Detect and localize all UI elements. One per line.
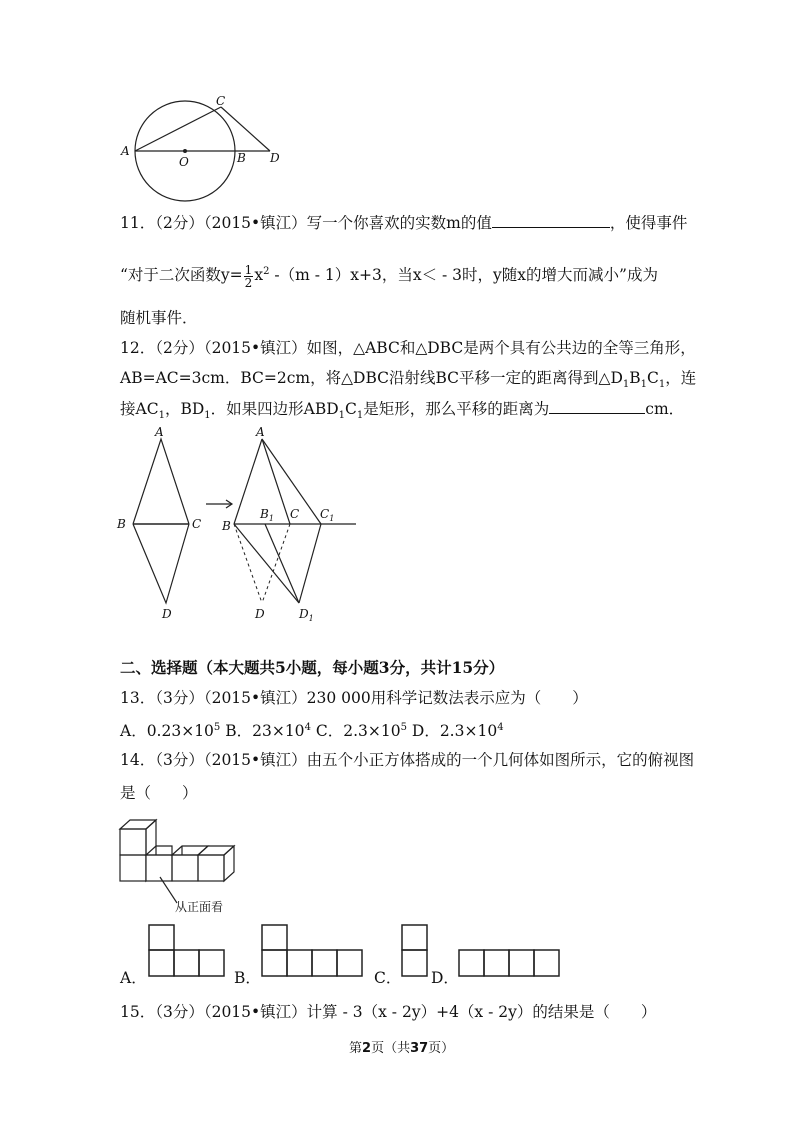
- footer-text-a: 第: [349, 1041, 363, 1056]
- q14-option-c-figure[interactable]: [401, 924, 431, 980]
- page-footer: [349, 1037, 454, 1056]
- fig12-label-b2: B: [222, 519, 231, 533]
- seg-bd1: [234, 524, 299, 603]
- q11-sup: 2: [263, 266, 270, 277]
- q12-text-h: C: [345, 400, 357, 418]
- fig12-label-d: D: [162, 607, 172, 621]
- q13-option-c[interactable]: [311, 722, 407, 740]
- fig12-label-c: C: [192, 517, 202, 531]
- q11-number: 11．: [120, 214, 156, 232]
- fig12-label-b1: $B_1$: [260, 507, 274, 523]
- q14-option-d-label[interactable]: D．: [431, 969, 459, 987]
- label-a: A: [121, 144, 130, 158]
- q12-text-j: cm．: [645, 400, 685, 418]
- center-dot: [183, 149, 187, 153]
- q12-text-d: ，连: [665, 369, 697, 387]
- footer-text-b: 页（共: [371, 1041, 411, 1056]
- footer-page-number: 2: [362, 1041, 372, 1056]
- q12-answer-blank[interactable]: [549, 398, 645, 414]
- segment-ac: [135, 107, 221, 151]
- q14-option-b-figure[interactable]: [261, 924, 365, 980]
- q12-text-e: 接AC: [120, 400, 159, 418]
- q13-stem: 13．（3分）（2015•镇江）230 000用科学记数法表示应为（ ）: [120, 689, 588, 707]
- frac-denominator: 2: [244, 275, 253, 290]
- q12-sub-3: 1: [658, 379, 666, 391]
- q12-sub-1: 1: [622, 379, 630, 391]
- q12-sub-7: 1: [356, 410, 364, 422]
- circle-tangent-figure: [115, 88, 295, 208]
- footer-total-pages: 37: [410, 1041, 429, 1056]
- q13-d-exp: 4: [497, 722, 504, 733]
- fig12-label-d2: D: [255, 607, 265, 621]
- q13-option-b[interactable]: [220, 722, 311, 740]
- fig12-label-d1: $D_1$: [299, 607, 314, 623]
- q12-line2: [120, 368, 696, 395]
- fig12-label-c1: $C_1$: [320, 507, 335, 523]
- q13-c-text: C．2.3×10: [310, 722, 401, 741]
- q14-option-b-label[interactable]: B．: [234, 969, 261, 987]
- segment-cd: [221, 107, 270, 151]
- label-o: O: [179, 155, 189, 169]
- q12-text-b: B: [629, 369, 641, 387]
- fig12-label-a2: A: [256, 425, 265, 439]
- q12-sub-6: 1: [338, 410, 346, 422]
- dashed-bd: [234, 524, 262, 603]
- q11-stem: （2分）（2015•镇江）写一个你喜欢的实数m的值: [155, 214, 492, 232]
- q11-line2: [120, 262, 658, 289]
- fraction-half: [244, 264, 254, 289]
- seg-b1-d1: [265, 524, 299, 603]
- q12-text-f: ，BD: [164, 400, 205, 418]
- section-2-heading: 二、选择题（本大题共5小题，每小题3分，共计15分）: [120, 658, 505, 677]
- q13-option-d[interactable]: [407, 722, 504, 740]
- q11-text-a: “对于二次函数y=: [120, 266, 243, 285]
- q11-line1: [120, 212, 687, 233]
- q12-sub-5: 1: [204, 410, 211, 422]
- label-d: D: [270, 151, 280, 165]
- q12-line1: 12．（2分）（2015•镇江）如图，△ABC和△DBC是两个具有公共边的全等三角形，: [120, 339, 696, 357]
- q14-option-d-figure[interactable]: [458, 949, 562, 979]
- q13-b-exp: 4: [304, 722, 311, 733]
- q11-stem-cont: ，使得事件: [609, 214, 688, 232]
- frac-numerator: 1: [244, 262, 253, 277]
- q11-answer-blank[interactable]: [492, 212, 610, 228]
- footer-text-c: 页）: [428, 1041, 455, 1056]
- q14-stem-line2: 是（ ）: [120, 784, 198, 802]
- seg-ab: [234, 439, 262, 524]
- view-direction-label: 从正面看: [175, 900, 224, 914]
- q12-sub-4: 1: [158, 410, 165, 422]
- label-b: B: [237, 151, 246, 165]
- q14-option-a-figure[interactable]: [148, 924, 228, 980]
- q13-b-text: B．23×10: [220, 722, 305, 741]
- q14-option-c-label[interactable]: C．: [374, 969, 402, 987]
- label-c: C: [216, 94, 226, 108]
- q11-text-c: -（m - 1）x+3，当x＜ - 3时，y随x的增大而减小”成为: [269, 266, 658, 285]
- q12-text-c: C: [647, 369, 659, 387]
- fig12-label-a: A: [155, 425, 164, 439]
- q14-option-a-label[interactable]: A．: [120, 969, 147, 987]
- left-rhombus-bottom: [133, 524, 189, 603]
- q11-text-b: x: [254, 266, 264, 285]
- cubes-figure: [115, 815, 275, 915]
- fig12-label-b: B: [117, 517, 126, 531]
- q12-line3: [120, 398, 684, 426]
- q13-d-text: D．2.3×10: [406, 722, 498, 741]
- q11-line3: 随机事件．: [120, 309, 198, 327]
- left-rhombus-top: [133, 439, 189, 524]
- q12-sub-2: 1: [640, 379, 648, 391]
- q14-stem-line1: 14．（3分）（2015•镇江）由五个小正方体搭成的一个几何体如图所示，它的俯视图: [120, 751, 695, 769]
- rhombus-translation-figure: [110, 425, 370, 625]
- q12-text-a: AB=AC=3cm．BC=2cm，将△DBC沿射线BC平移一定的距离得到△D: [120, 369, 623, 387]
- q13-options: [120, 718, 504, 741]
- q13-c-exp: 5: [400, 722, 407, 733]
- fig12-label-c2: C: [290, 507, 300, 521]
- seg-c1-d1: [299, 524, 321, 603]
- q13-a-text: A．0.23×10: [120, 722, 214, 741]
- q13-a-exp: 5: [213, 722, 221, 733]
- q13-option-a[interactable]: [120, 722, 220, 740]
- q12-text-i: 是矩形，那么平移的距离为: [363, 400, 550, 418]
- q12-text-g: ．如果四边形ABD: [210, 400, 339, 418]
- q15-stem: 15．（3分）（2015•镇江）计算 - 3（x - 2y）+4（x - 2y）的结果是（ ）: [120, 1003, 657, 1021]
